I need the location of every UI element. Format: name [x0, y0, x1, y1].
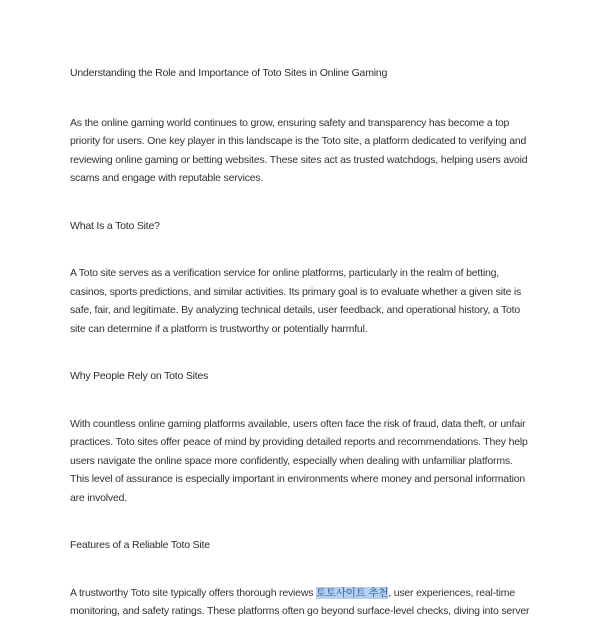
- paragraph-text-after-link: , user experiences, real-time monitoring, and safety ratings. These platforms often go beyond surface-level checks, diving into server: [70, 586, 530, 617]
- section-heading-why-people-rely: Why People Rely on Toto Sites: [70, 370, 209, 382]
- section-body-why-people-rely: With countless online gaming platforms available, users often face the risk of fraud, data theft, or unfair practices. Toto sites offer peace of mind by providing detailed reports and recommendations. They help users navigate the online space more confidently, especially when dealing with unfamiliar platforms. This level of assurance is especially important in environments where money and personal information are involved.: [70, 417, 528, 504]
- paragraph-text-before-link: A trustworthy Toto site typically offers thorough reviews: [70, 586, 316, 599]
- section-body-features-reliable: [70, 584, 532, 621]
- section-body-what-is-a-toto-site: A Toto site serves as a verification service for online platforms, particularly in the realm of betting, casinos, sports predictions, and similar activities. Its primary goal is to evaluate whether a given site is safe, fair, and legitimate. By analyzing technical details, user feedback, and operational history, a Toto site can determine if a platform is trustworthy or potentially harmful.: [70, 267, 522, 335]
- intro-paragraph: As the online gaming world continues to grow, ensuring safety and transparency has become a top priority for users. One key player in this landscape is the Toto site, a platform dedicated to verifying and reviewing online gaming or betting websites. These sites act as trusted watchdogs, helping users avoid scams and engage with reputable services.: [70, 116, 528, 184]
- toto-site-recommendation-link[interactable]: 토토사이트 추천: [315, 586, 389, 599]
- document-title: Understanding the Role and Importance of Toto Sites in Online Gaming: [70, 67, 388, 79]
- section-heading-features-reliable: Features of a Reliable Toto Site: [70, 539, 210, 551]
- section-heading-what-is-a-toto-site: What Is a Toto Site?: [70, 219, 160, 232]
